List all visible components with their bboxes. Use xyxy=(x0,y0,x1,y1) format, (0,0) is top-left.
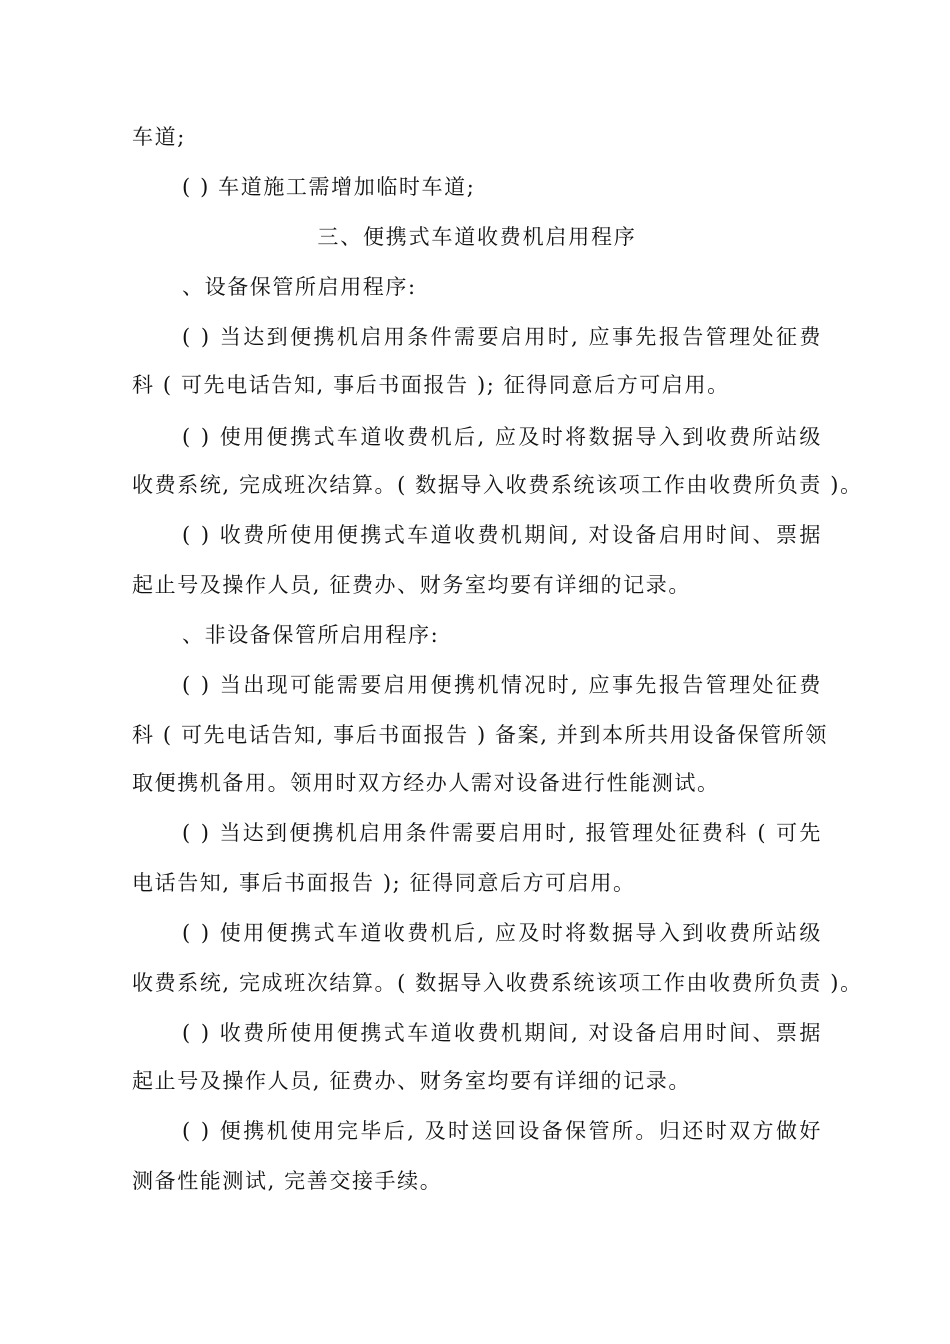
list-item-text: ( ) 车道施工需增加临时车道; xyxy=(182,175,476,199)
list-item-continuation: 起止号及操作人员, 征费办、财务室均要有详细的记录。 xyxy=(132,1069,691,1093)
list-item-text: ( ) 使用便携式车道收费机后, 应及时将数据导入到收费所站级 xyxy=(182,921,822,945)
subsection-heading: 、非设备保管所启用程序: xyxy=(182,623,440,647)
list-item-text: ( ) 便携机使用完毕后, 及时送回设备保管所。归还时双方做好 xyxy=(182,1119,822,1143)
subsection-heading: 、设备保管所启用程序: xyxy=(182,275,417,299)
list-item-text: ( ) 当达到便携机启用条件需要启用时, 应事先报告管理处征费 xyxy=(182,325,822,349)
list-item-text: ( ) 当达到便携机启用条件需要启用时, 报管理处征费科 ( 可先 xyxy=(182,821,822,845)
list-item-continuation: 取便携机备用。领用时双方经办人需对设备进行性能测试。 xyxy=(132,771,720,795)
list-item-continuation: 起止号及操作人员, 征费办、财务室均要有详细的记录。 xyxy=(132,573,691,597)
list-item-continuation: 电话告知, 事后书面报告 ); 征得同意后方可启用。 xyxy=(132,871,636,895)
list-item-text: ( ) 使用便携式车道收费机后, 应及时将数据导入到收费所站级 xyxy=(182,425,822,449)
list-item-continuation: 收费系统, 完成班次结算。( 数据导入收费系统该项工作由收费所负责 )。 xyxy=(132,971,863,995)
list-item-continuation: 收费系统, 完成班次结算。( 数据导入收费系统该项工作由收费所负责 )。 xyxy=(132,473,863,497)
list-item-text: ( ) 收费所使用便携式车道收费机期间, 对设备启用时间、票据 xyxy=(182,1021,822,1045)
list-item-continuation: 科 ( 可先电话告知, 事后书面报告 ) 备案, 并到本所共用设备保管所领 xyxy=(132,723,828,747)
list-item-text: ( ) 收费所使用便携式车道收费机期间, 对设备启用时间、票据 xyxy=(182,523,822,547)
section-heading: 三、便携式车道收费机启用程序 xyxy=(317,225,637,249)
list-item-continuation: 测备性能测试, 完善交接手续。 xyxy=(132,1169,443,1193)
list-item-text: ( ) 当出现可能需要启用便携机情况时, 应事先报告管理处征费 xyxy=(182,673,822,697)
list-item-continuation: 科 ( 可先电话告知, 事后书面报告 ); 征得同意后方可启用。 xyxy=(132,373,730,397)
text-line: 车道; xyxy=(132,125,186,149)
